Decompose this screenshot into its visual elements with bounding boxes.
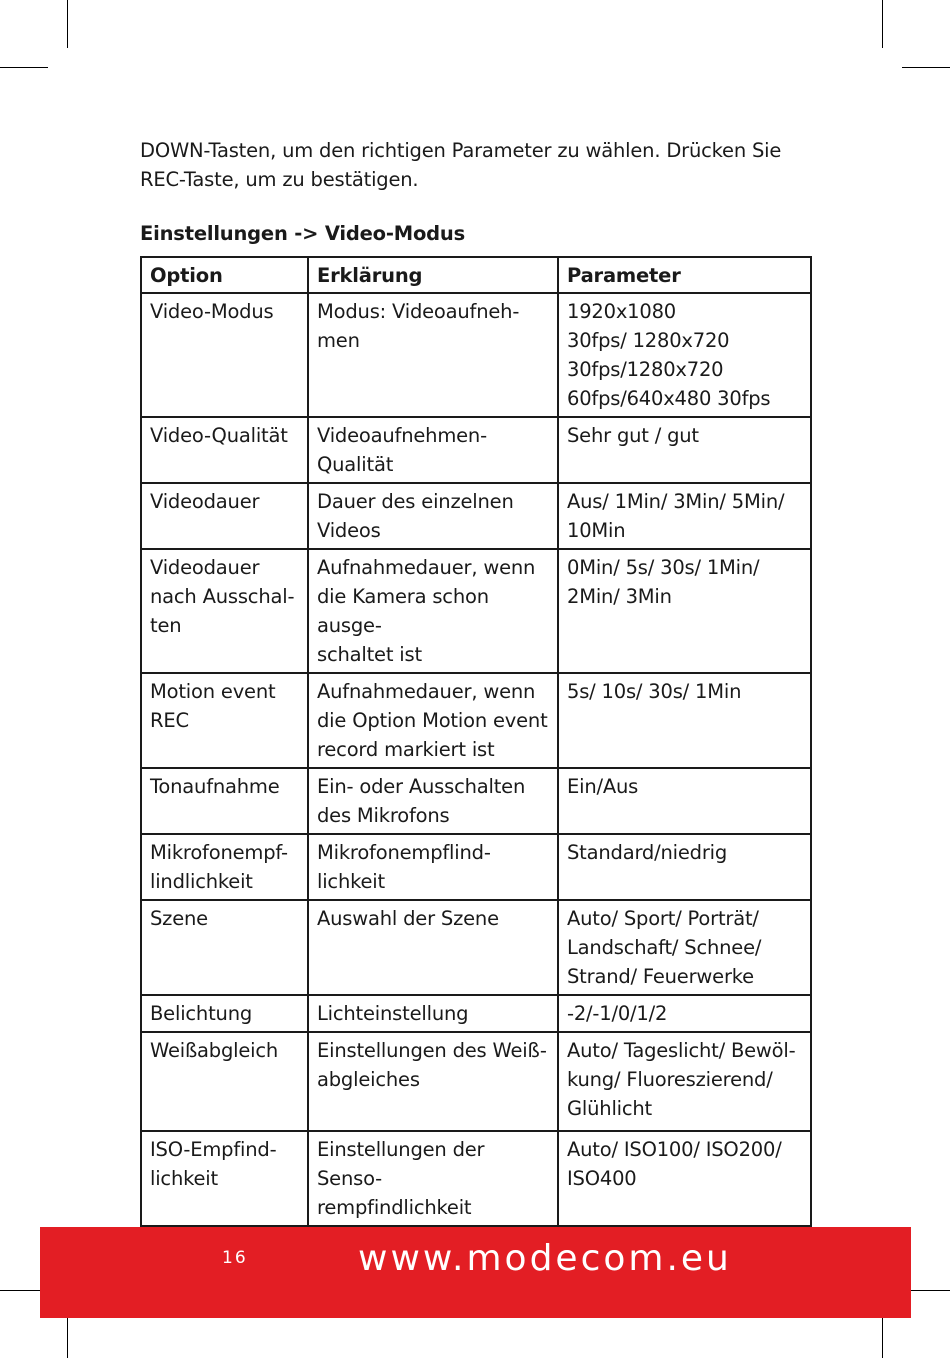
explanation-cell: Mikrofonempflind- lichkeit (308, 834, 558, 900)
table-row (141, 483, 811, 549)
table-row (141, 900, 811, 995)
table-row (141, 549, 811, 673)
option-cell: Videodauer nach Ausschal- ten (141, 549, 308, 673)
crop-mark-top-left-vertical (67, 0, 68, 48)
explanation-cell: Videoaufnehmen- Qualität (308, 417, 558, 483)
table-row (141, 834, 811, 900)
option-cell: ISO-Empfind- lichkeit (141, 1131, 308, 1226)
section-heading: Einstellungen -> Video-Modus (140, 222, 466, 245)
header-parameter: Parameter (558, 257, 811, 293)
explanation-cell: Auswahl der Szene (308, 900, 558, 995)
option-cell: Motion event REC (141, 673, 308, 768)
option-cell: Videodauer (141, 483, 308, 549)
intro-paragraph: DOWN-Tasten, um den richtigen Parameter zu wählen. Drücken Sie REC-Taste, um zu bestätigen. (140, 139, 782, 191)
header-option: Option (141, 257, 308, 293)
page-number: 16 (222, 1248, 248, 1268)
table-row (141, 1032, 811, 1131)
option-cell: Mikrofonempf- lindlichkeit (141, 834, 308, 900)
parameter-cell: Standard/niedrig (558, 834, 811, 900)
explanation-cell: Aufnahmedauer, wenn die Option Motion event record markiert ist (308, 673, 558, 768)
parameter-cell: -2/-1/0/1/2 (558, 995, 811, 1032)
table-row (141, 417, 811, 483)
option-cell: Video-Qualität (141, 417, 308, 483)
option-cell: Szene (141, 900, 308, 995)
explanation-cell: Ein- oder Ausschalten des Mikrofons (308, 768, 558, 834)
settings-table (140, 256, 812, 1227)
option-cell: Weißabgleich (141, 1032, 308, 1131)
option-cell: Video-Modus (141, 293, 308, 417)
explanation-cell: Einstellungen der Senso- rempfindlichkeit (308, 1131, 558, 1226)
crop-mark-top-right-vertical (882, 0, 883, 48)
parameter-cell: 1920x1080 30fps/ 1280x720 30fps/1280x720 60fps/640x480 30fps (558, 293, 811, 417)
parameter-cell: Auto/ ISO100/ ISO200/ ISO400 (558, 1131, 811, 1226)
table-row (141, 293, 811, 417)
table-row (141, 995, 811, 1032)
website-url: www.modecom.eu (358, 1238, 732, 1279)
option-cell: Tonaufnahme (141, 768, 308, 834)
explanation-cell: Lichteinstellung (308, 995, 558, 1032)
parameter-cell: Ein/Aus (558, 768, 811, 834)
table-header-row (141, 257, 811, 293)
option-cell: Belichtung (141, 995, 308, 1032)
header-explanation: Erklärung (308, 257, 558, 293)
table-row (141, 673, 811, 768)
crop-mark-top-right-horizontal (902, 67, 950, 68)
table-row (141, 1131, 811, 1226)
explanation-cell: Einstellungen des Weiß- abgleiches (308, 1032, 558, 1131)
parameter-cell: Aus/ 1Min/ 3Min/ 5Min/ 10Min (558, 483, 811, 549)
table-row (141, 768, 811, 834)
explanation-cell: Modus: Videoaufneh- men (308, 293, 558, 417)
explanation-cell: Aufnahmedauer, wenn die Kamera schon ausge- schaltet ist (308, 549, 558, 673)
parameter-cell: 0Min/ 5s/ 30s/ 1Min/ 2Min/ 3Min (558, 549, 811, 673)
explanation-cell: Dauer des einzelnen Videos (308, 483, 558, 549)
parameter-cell: Auto/ Tageslicht/ Bewöl- kung/ Fluoreszierend/ Glühlicht (558, 1032, 811, 1131)
parameter-cell: Sehr gut / gut (558, 417, 811, 483)
parameter-cell: Auto/ Sport/ Porträt/ Landschaft/ Schnee/ Strand/ Feuerwerke (558, 900, 811, 995)
parameter-cell: 5s/ 10s/ 30s/ 1Min (558, 673, 811, 768)
crop-mark-top-left-horizontal (0, 67, 48, 68)
